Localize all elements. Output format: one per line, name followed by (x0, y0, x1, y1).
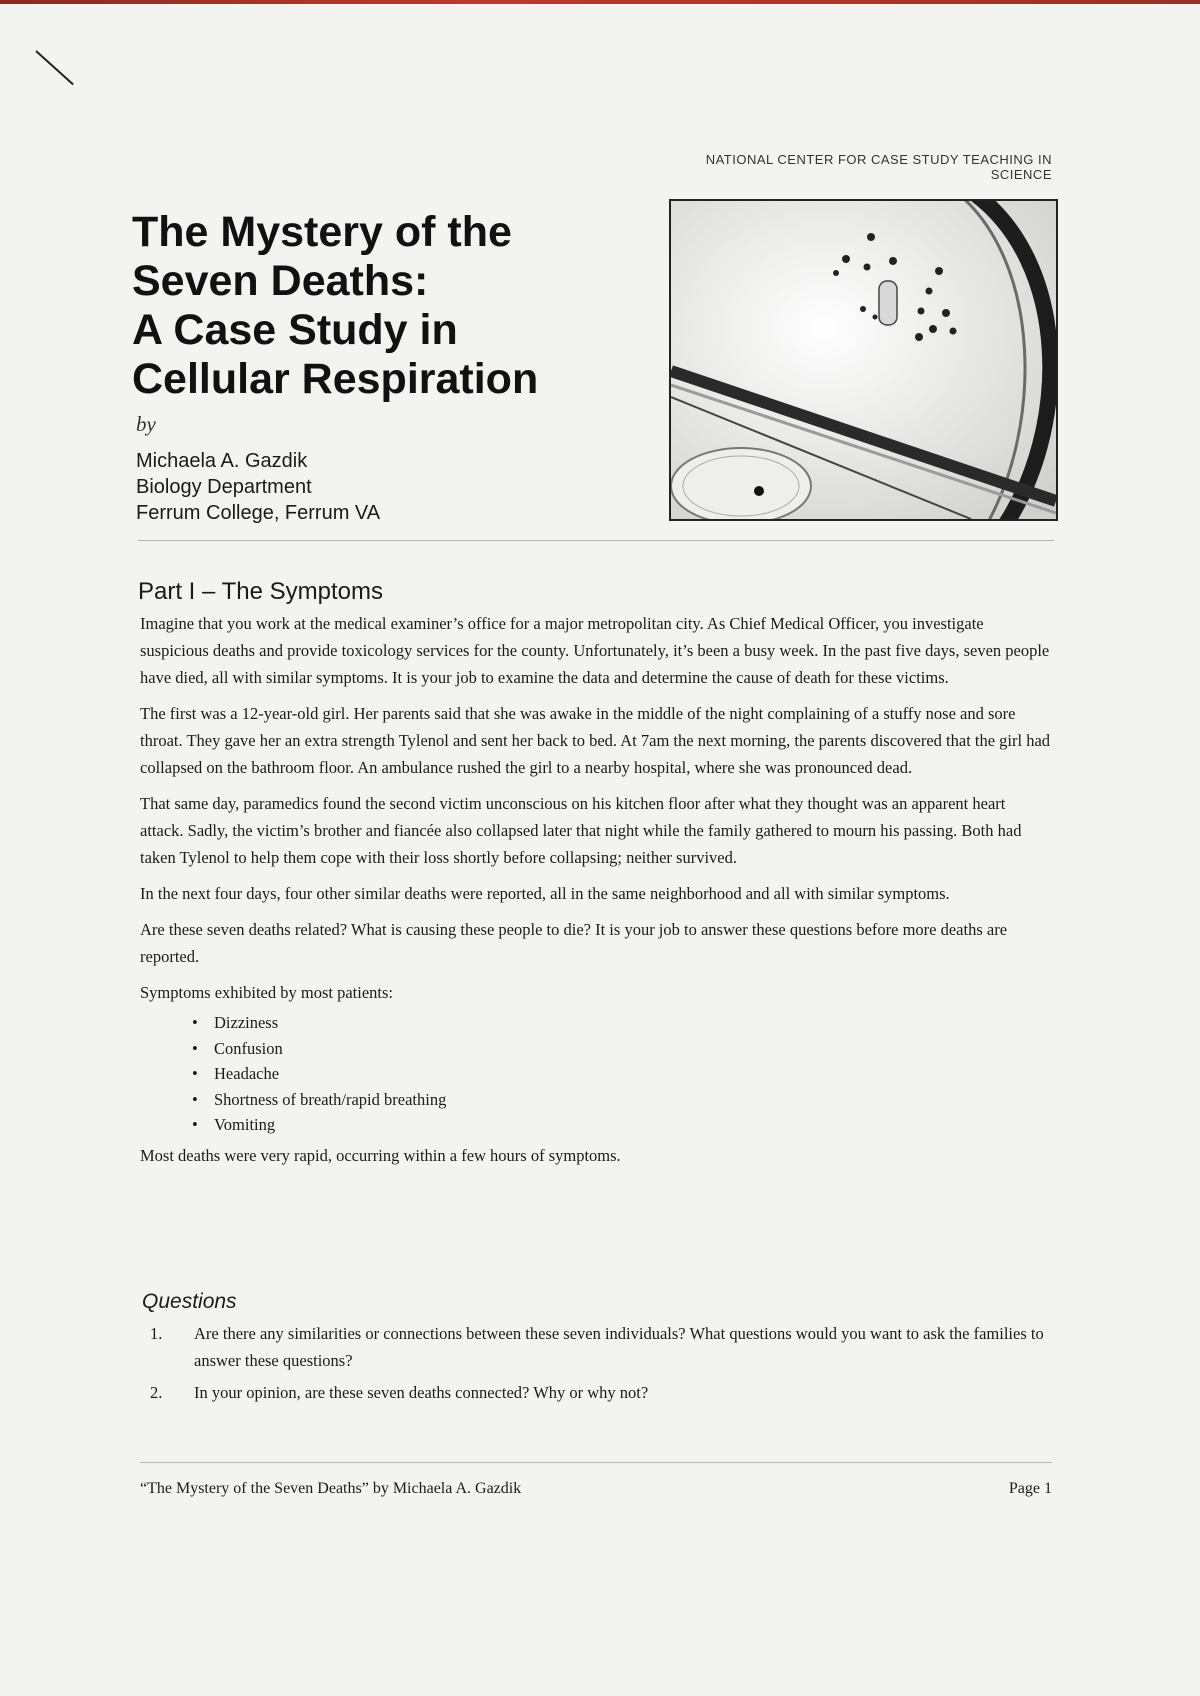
symptoms-list (140, 1010, 1052, 1138)
author-name: Michaela A. Gazdik (136, 450, 308, 472)
section-heading: Part I – The Symptoms (138, 578, 383, 605)
paragraph: That same day, paramedics found the second victim unconscious on his kitchen floor after what they thought was an apparent heart attack. Sadly, the victim’s brother and fiancée also collapsed later that night while the family gathered to mourn his passing. Both had taken Tylenol to help them cope with their loss shortly before collapsing; neither survived. (140, 794, 1022, 867)
list-item: • Shortness of breath/rapid breathing (214, 1087, 1052, 1113)
paragraph: The first was a 12-year-old girl. Her parents said that she was awake in the middle of the night complaining of a stuffy nose and sore throat. They gave her an extra strength Tylenol and sent her back to bed. At 7am the next morning, the parents discovered that the girl had collapsed on the bathroom floor. An ambulance rushed the girl to a nearby hospital, where she was pronounced dead. (140, 704, 1051, 777)
paragraph: Imagine that you work at the medical examiner’s office for a major metropolitan city. As Chief Medical Officer, you investigate suspicious deaths and provide toxicology services for the county. Unfortunately, it’s been a busy week. In the past five days, seven people have died, all with similar symptoms. It is your job to examine the data and determine the cause of death for these victims. (140, 614, 1050, 687)
question-text: Are there any similarities or connections between these seven individuals? What questions would you want to ask the families to answer these questions? (194, 1324, 1044, 1370)
paragraph: Are these seven deaths related? What is causing these people to die? It is your job to answer these questions before more deaths are reported. (140, 920, 1008, 966)
footer-divider (140, 1462, 1052, 1463)
list-item: • Vomiting (214, 1112, 1052, 1138)
author-block (136, 448, 380, 526)
question-text: In your opinion, are these seven deaths connected? Why or why not? (194, 1383, 649, 1402)
title-line: The Mystery of the (132, 208, 512, 256)
footer-citation: “The Mystery of the Seven Deaths” by Michaela A. Gazdik (140, 1480, 522, 1497)
title-line: Seven Deaths: (132, 257, 429, 305)
page-number: Page 1 (1008, 1480, 1052, 1497)
cover-image (669, 199, 1058, 521)
title-line: Cellular Respiration (132, 355, 539, 403)
document-title (132, 208, 612, 404)
question-number: 2. (150, 1383, 163, 1402)
publisher-header: NATIONAL CENTER FOR CASE STUDY TEACHING IN SCIENCE (705, 152, 1052, 182)
author-institution: Ferrum College, Ferrum VA (136, 502, 381, 524)
pills-capsule-icon (671, 201, 1056, 519)
question-item (150, 1320, 1050, 1374)
paragraph: Most deaths were very rapid, occurring within a few hours of symptoms. (140, 1145, 621, 1165)
question-number: 1. (150, 1324, 163, 1343)
byline-by: by (136, 412, 156, 436)
symptoms-intro: Symptoms exhibited by most patients: (140, 983, 393, 1002)
list-item: • Dizziness (214, 1010, 1052, 1036)
questions-list (150, 1320, 1050, 1411)
question-item (150, 1379, 1050, 1406)
header-divider (138, 540, 1054, 541)
case-body (140, 610, 1052, 1178)
list-item: • Headache (214, 1061, 1052, 1087)
top-edge-line (0, 0, 1200, 4)
paragraph: In the next four days, four other similar deaths were reported, all in the same neighborhood and all with similar symptoms. (140, 884, 950, 903)
pen-mark (35, 50, 73, 85)
list-item: • Confusion (214, 1036, 1052, 1062)
title-line: A Case Study in (132, 306, 458, 354)
questions-heading: Questions (142, 1290, 237, 1313)
author-department: Biology Department (136, 476, 312, 498)
